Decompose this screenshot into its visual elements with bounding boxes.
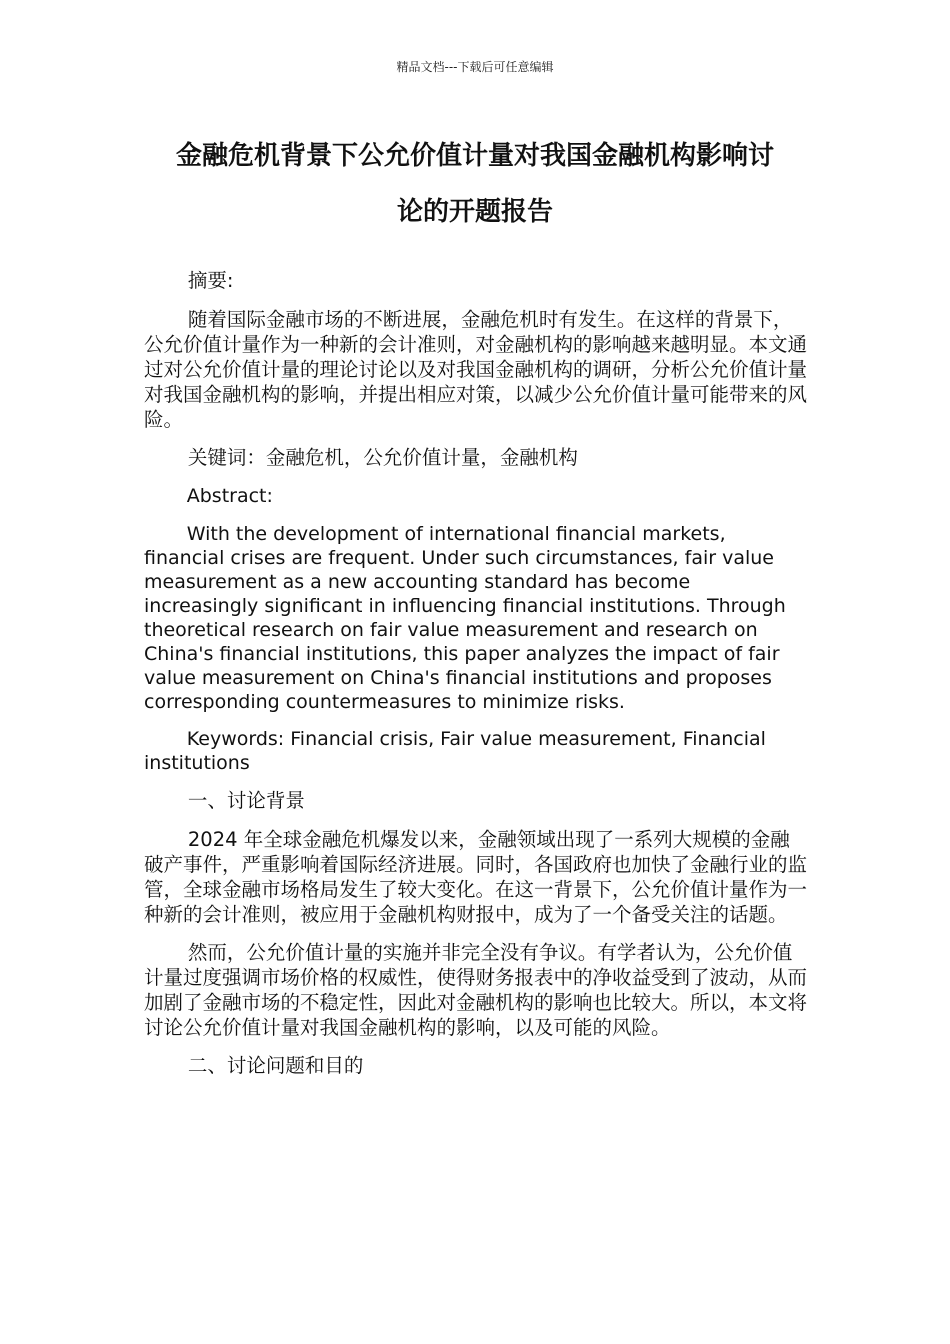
- section-2-heading: 二、讨论问题和目的: [187, 1054, 364, 1077]
- section-1-paragraph-1: 2024 年全球金融危机爆发以来，金融领域出现了一系列大规模的金融破产事件，严重影响着国际经济进展。同时，各国政府也加快了金融行业的监管，全球金融市场格局发生了较大变化。在这一背景下，公允价值计量作为一种新的会计准则，被应用于金融机构财报中，成为了一个备受关注的话题。: [144, 828, 808, 926]
- abstract-cn-text: 随着国际金融市场的不断进展，金融危机时有发生。在这样的背景下，公允价值计量作为一种新的会计准则，对金融机构的影响越来越明显。本文通过对公允价值计量的理论讨论以及对我国金融机构的调研，分析公允价值计量对我国金融机构的影响，并提出相应对策，以减少公允价值计量可能带来的风险。: [144, 308, 808, 431]
- document-title: [138, 128, 812, 240]
- keywords-cn: 关键词：金融危机，公允价值计量，金融机构: [187, 446, 578, 469]
- document-body: [144, 268, 808, 1092]
- abstract-en-label: Abstract:: [186, 485, 273, 507]
- header-note: 精品文档---下载后可任意编辑: [396, 60, 554, 74]
- title-line-1: 金融危机背景下公允价值计量对我国金融机构影响讨: [175, 141, 774, 171]
- keywords-en: Keywords: Financial crisis, Fair value measurement, Financial institutions: [144, 728, 766, 774]
- abstract-en-text: With the development of international financial markets, financial crises are frequent. Under such circumstances, fair value measurement as a new accounting standard has become increasingly significant in influencing financial institutions. Through theoretical research on fair value measurement and research on China's financial institutions, this paper analyzes the impact of fair value measurement on China's financial institutions and proposes corresponding countermeasures to minimize risks.: [144, 523, 786, 713]
- title-line-2: 论的开题报告: [396, 197, 553, 227]
- section-1-paragraph-2: 然而，公允价值计量的实施并非完全没有争议。有学者认为，公允价值计量过度强调市场价格的权威性，使得财务报表中的净收益受到了波动，从而加剧了金融市场的不稳定性，因此对金融机构的影响也比较大。所以，本文将讨论公允价值计量对我国金融机构的影响，以及可能的风险。: [144, 941, 808, 1039]
- abstract-cn-label: 摘要:: [187, 269, 234, 292]
- section-1-heading: 一、讨论背景: [187, 789, 305, 812]
